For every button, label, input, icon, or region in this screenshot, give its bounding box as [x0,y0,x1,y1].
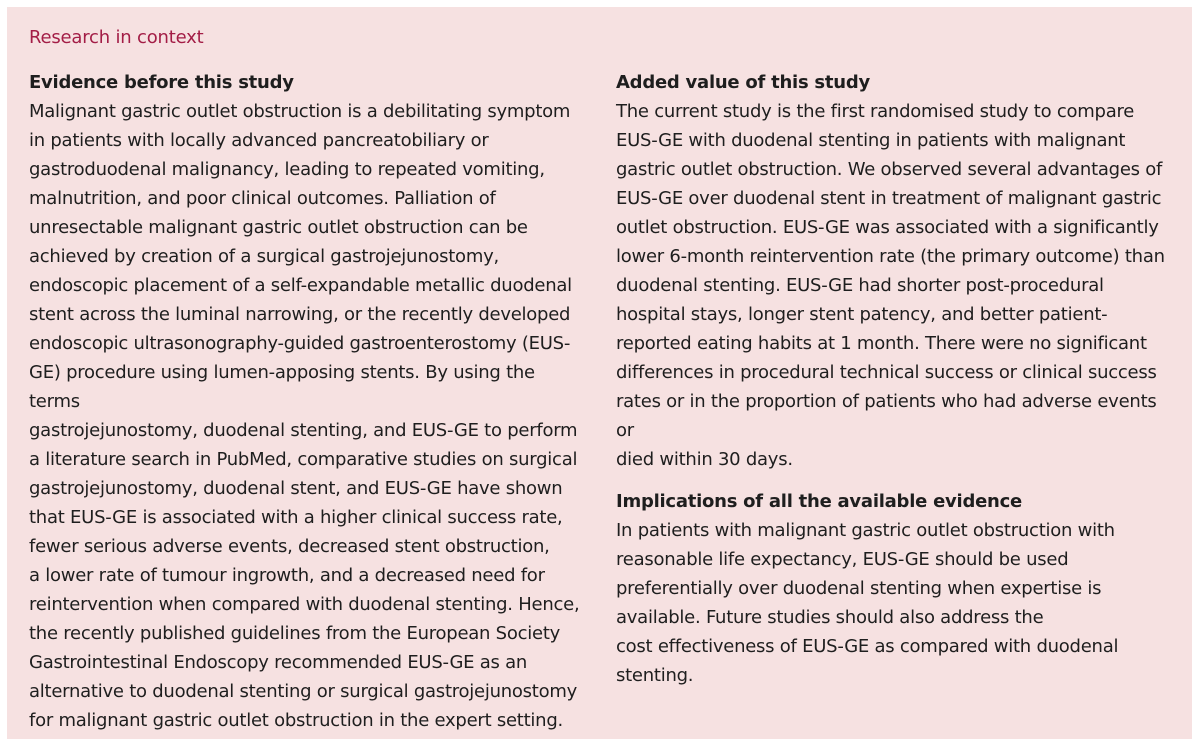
added-value-text: The current study is the first randomised study to compare EUS-GE with duodenal stenting in patients with malignant gastric outlet obstruction. We observed several advantages of EUS-GE over duodenal stent in treatment of malignant gastric outlet obstruction. EUS-GE was associated with a significantly lower 6-month reintervention rate (the primary outcome) than duodenal stenting. EUS-GE had shorter post-procedural hospital stays, longer stent patency, and better patient- reported eating habits at 1 month. There were no significant differences in procedural technical success or clinical success rates or in the proportion of patients who had adverse events or died within 30 days. [616,101,1165,470]
implications-heading: Implications of all the available evidence [616,491,1022,512]
section-spacer [616,474,1176,487]
right-column [616,68,1176,690]
implications-text: In patients with malignant gastric outlet obstruction with reasonable life expectancy, EUS-GE should be used preferentially over duodenal stenting when expertise is available. Future studies should also address the cost effectiveness of EUS-GE as compared with duodenal stenting. [616,520,1119,686]
evidence-before-text: Malignant gastric outlet obstruction is a debilitating symptom in patients with locally advanced pancreatobiliary or gastroduodenal malignancy, leading to repeated vomiting, malnutrition, and poor clinical outcomes. Palliation of unresectable malignant gastric outlet obstruction can be achieved by creation of a surgical gastrojejunostomy, endoscopic placement of a self-expandable metallic duodenal stent across the luminal narrowing, or the recently developed endoscopic ultrasonography-guided gastroenterostomy (EUS- GE) procedure using lumen-apposing stents. By using the terms gastrojejunostomy, duodenal stenting, and EUS-GE to perform a literature search in PubMed, comparative studies on surgical gastrojejunostomy, duodenal stent, and EUS-GE have shown that EUS-GE is associated with a higher clinical success rate, fewer serious adverse events, decreased stent obstruction, a lower rate of tumour ingrowth, and a decreased need for reintervention when compared with duodenal stenting. Hence, the recently published guidelines from the European Society Gastrointestinal Endoscopy recommended EUS-GE as an alternative to duodenal stenting or surgical gastrojejunostomy for malignant gastric outlet obstruction in the expert setting. [29,101,580,731]
research-in-context-box [7,7,1192,739]
box-title: Research in context [29,27,204,48]
added-value-heading: Added value of this study [616,72,870,93]
evidence-before-heading: Evidence before this study [29,72,294,93]
left-column [29,68,589,735]
